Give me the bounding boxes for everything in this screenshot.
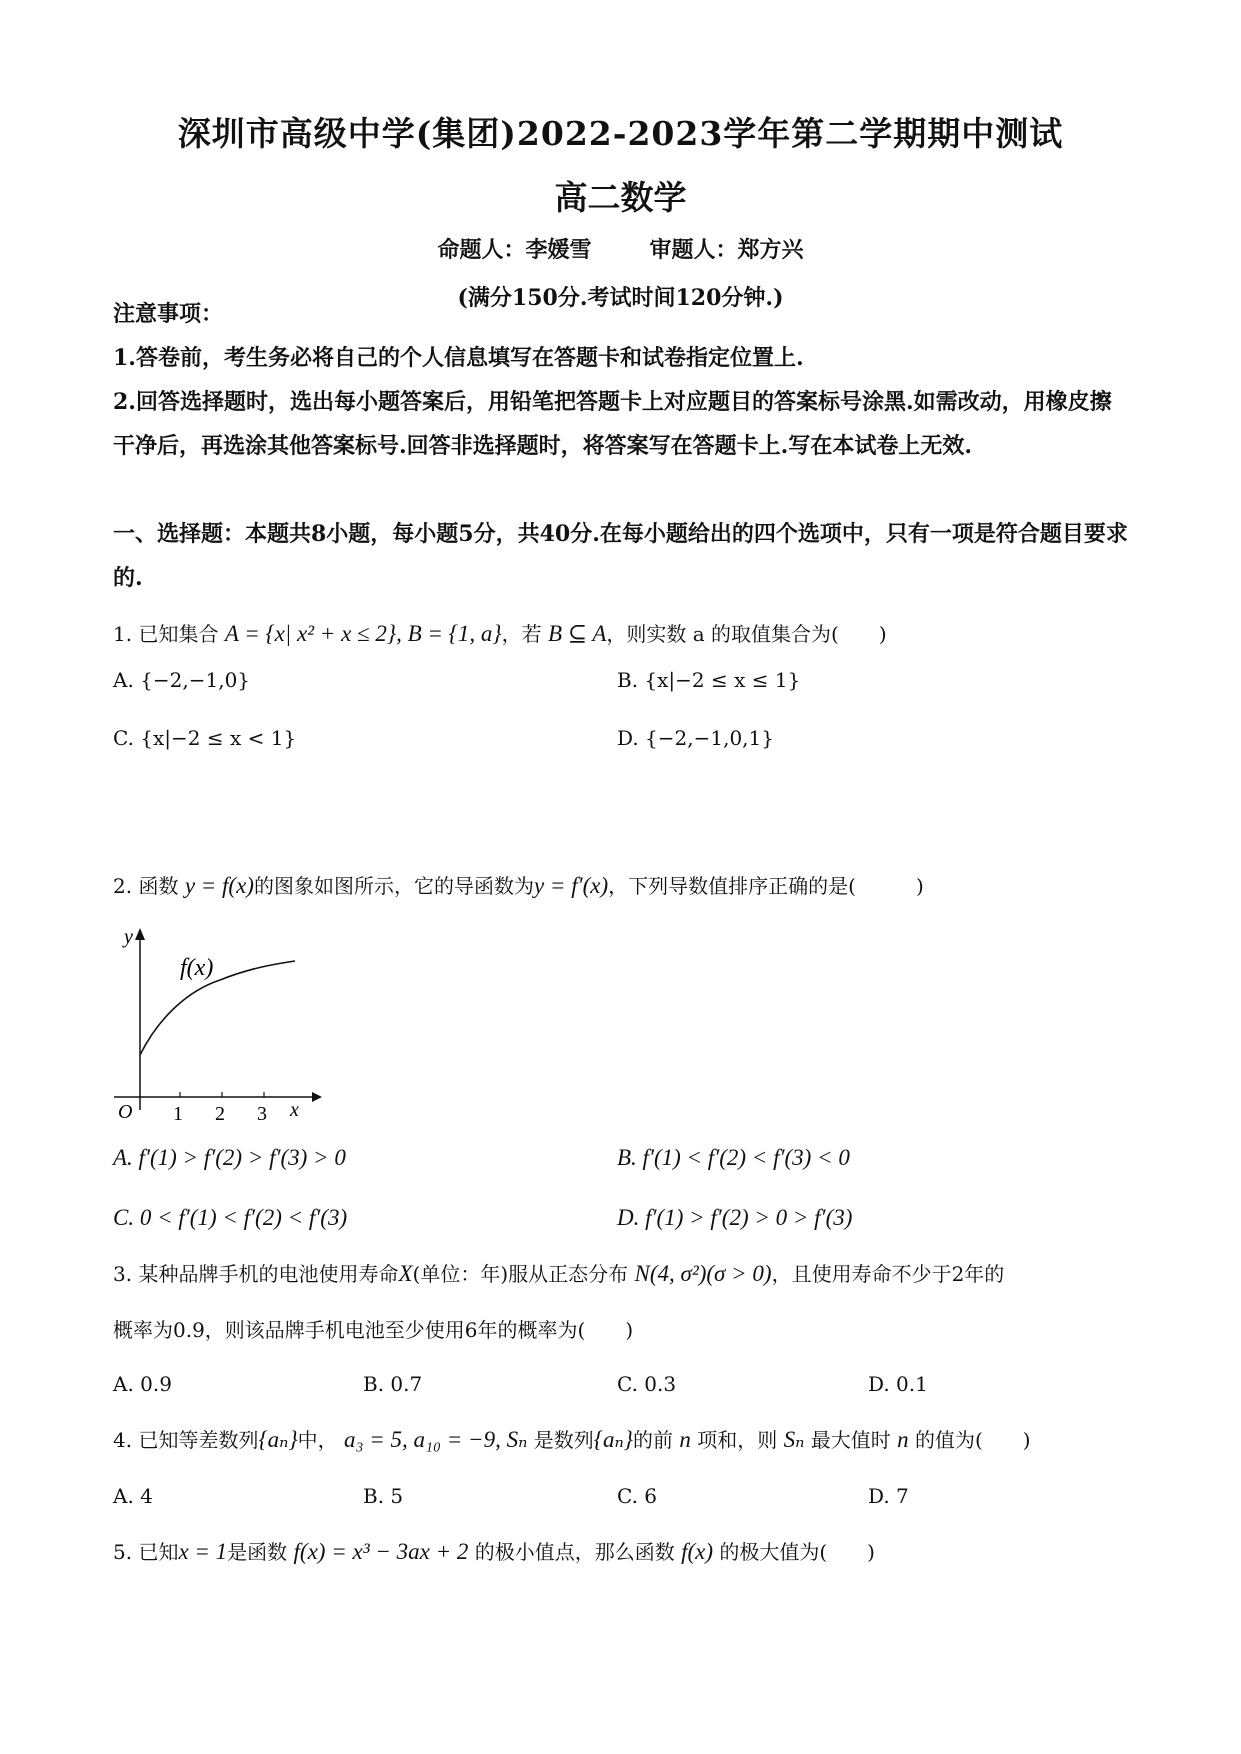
- question-4-text-a: 4. 已知等差数列: [113, 1428, 259, 1452]
- question-2-derivative: y = f′(x): [533, 873, 609, 898]
- question-4-text-e: 项和，则: [697, 1428, 778, 1452]
- question-2-option-c: [113, 1202, 347, 1234]
- graph-x-label: x: [290, 1099, 299, 1120]
- graph-x-arrow-icon: [312, 1092, 322, 1102]
- graph-tick-label-1: 1: [173, 1103, 183, 1120]
- question-1-option-c: C. {x|−2 ≤ x < 1}: [113, 726, 297, 750]
- graph-y-label: y: [124, 926, 133, 948]
- author-label: 命题人：李媛雪: [437, 237, 592, 263]
- question-4-n-2: n: [897, 1427, 909, 1452]
- question-2-text-b: 的图象如图所示，它的导函数为: [253, 874, 534, 898]
- question-4-option-a: A. 4: [113, 1484, 153, 1508]
- graph-y-arrow-icon: [135, 928, 145, 940]
- question-5-text-a: 5. 已知: [113, 1540, 179, 1564]
- question-5-fx: f(x): [681, 1539, 713, 1564]
- question-5-text-b: 是函数: [227, 1540, 288, 1564]
- question-2: [113, 870, 1133, 902]
- question-4-sequence-2: {aₙ}: [593, 1427, 633, 1452]
- question-1-option-a: A. {−2,−1,0}: [113, 668, 251, 692]
- question-3-option-b: B. 0.7: [363, 1372, 423, 1396]
- question-5-point: x = 1: [178, 1539, 228, 1564]
- reviewer-label: 审题人：郑方兴: [649, 237, 804, 263]
- question-2-graph: [110, 920, 330, 1120]
- question-4-sn: Sₙ: [783, 1427, 805, 1452]
- question-2-option-c-text: C. 0 < f′(1) < f′(2) < f′(3): [113, 1205, 348, 1230]
- exam-subject: 高二数学: [554, 178, 687, 217]
- question-3-variable: X: [398, 1261, 413, 1286]
- question-4: [113, 1424, 1133, 1456]
- question-4-n: n: [679, 1427, 691, 1452]
- question-2-option-d: [617, 1202, 852, 1234]
- question-5-text-d: 的极大值为( ): [719, 1540, 875, 1564]
- question-3-option-a: A. 0.9: [113, 1372, 172, 1396]
- exam-title: 深圳市高级中学(集团)2022-2023学年第二学期期中测试: [177, 114, 1064, 153]
- question-3-text-b: (单位：年)服从正态分布: [412, 1262, 629, 1286]
- question-5-text-c: 的极小值点，那么函数: [474, 1540, 675, 1564]
- question-3-text-a: 3. 某种品牌手机的电池使用寿命: [113, 1262, 399, 1286]
- notes-heading: 注意事项：: [113, 301, 224, 327]
- question-1-option-d: D. {−2,−1,0,1}: [617, 726, 774, 750]
- question-1-tail: ，则实数 a 的取值集合为( ): [606, 622, 887, 646]
- question-2-option-a: [113, 1142, 346, 1174]
- question-4-text-d: 的前: [632, 1428, 673, 1452]
- question-4-sequence: {aₙ}: [258, 1427, 298, 1452]
- question-2-function: y = f(x): [184, 873, 254, 898]
- question-4-text-c: 是数列: [533, 1428, 594, 1452]
- question-4-text-g: 的值为( ): [914, 1428, 1031, 1452]
- question-1-mid: ，若: [501, 622, 542, 646]
- question-4-condition: a₃ = 5, a₁₀ = −9, Sₙ: [344, 1427, 528, 1452]
- question-2-text-c: ，下列导数值排序正确的是( ): [608, 874, 924, 898]
- graph-origin-label: O: [118, 1101, 133, 1120]
- notes-item-2: 2.回答选择题时，选出每小题答案后，用铅笔把答题卡上对应题目的答案标号涂黑.如需改动，用橡皮擦干净后，再选涂其他答案标号.回答非选择题时，将答案写在答题卡上.写在本试卷上无效.: [113, 389, 1112, 459]
- graph-tick-label-3: 3: [257, 1103, 267, 1120]
- question-3-text-c: ，且使用寿命不少于2年的: [771, 1262, 1005, 1286]
- graph-tick-label-2: 2: [215, 1103, 225, 1120]
- question-1-condition: B ⊆ A: [547, 621, 607, 646]
- exam-authors: [0, 233, 1241, 264]
- question-4-text-b: 中，: [297, 1428, 338, 1452]
- question-3-line-2: 概率为0.9，则该品牌手机电池至少使用6年的概率为( ): [113, 1318, 634, 1342]
- question-3-option-d: D. 0.1: [868, 1372, 928, 1396]
- question-1-number: 1. 已知集合: [113, 622, 219, 646]
- section1-heading: 一、选择题：本题共8小题，每小题5分，共40分.在每小题给出的四个选项中，只有一项是符合题目要求的.: [113, 521, 1128, 591]
- question-3-distribution: N(4, σ²)(σ > 0): [634, 1261, 772, 1286]
- question-4-option-b: B. 5: [363, 1484, 404, 1508]
- question-4-option-c: C. 6: [617, 1484, 658, 1508]
- question-4-option-d: D. 7: [868, 1484, 909, 1508]
- graph-curve: [140, 961, 295, 1055]
- question-1-option-b: B. {x|−2 ≤ x ≤ 1}: [617, 668, 801, 692]
- question-2-option-a-text: A. f′(1) > f′(2) > f′(3) > 0: [113, 1145, 346, 1170]
- question-2-option-b-text: B. f′(1) < f′(2) < f′(3) < 0: [617, 1145, 850, 1170]
- question-3-option-c: C. 0.3: [617, 1372, 677, 1396]
- question-2-option-d-text: D. f′(1) > f′(2) > 0 > f′(3): [617, 1205, 853, 1230]
- question-1-sets: A = {x| x² + x ≤ 2}, B = {1, a}: [224, 621, 502, 646]
- question-4-text-f: 最大值时: [810, 1428, 891, 1452]
- question-5-function: f(x) = x³ − 3ax + 2: [293, 1539, 469, 1564]
- notes-item-1: 1.答卷前，考生务必将自己的个人信息填写在答题卡和试卷指定位置上.: [113, 345, 804, 371]
- question-2-option-b: [617, 1142, 850, 1174]
- question-5: [113, 1536, 1133, 1568]
- question-3-line-1: [113, 1258, 1133, 1290]
- exam-info: (满分150分.考试时间120分钟.): [457, 285, 784, 311]
- graph-curve-label: f(x): [180, 955, 214, 981]
- question-1: [113, 618, 1133, 650]
- question-2-text-a: 2. 函数: [113, 874, 179, 898]
